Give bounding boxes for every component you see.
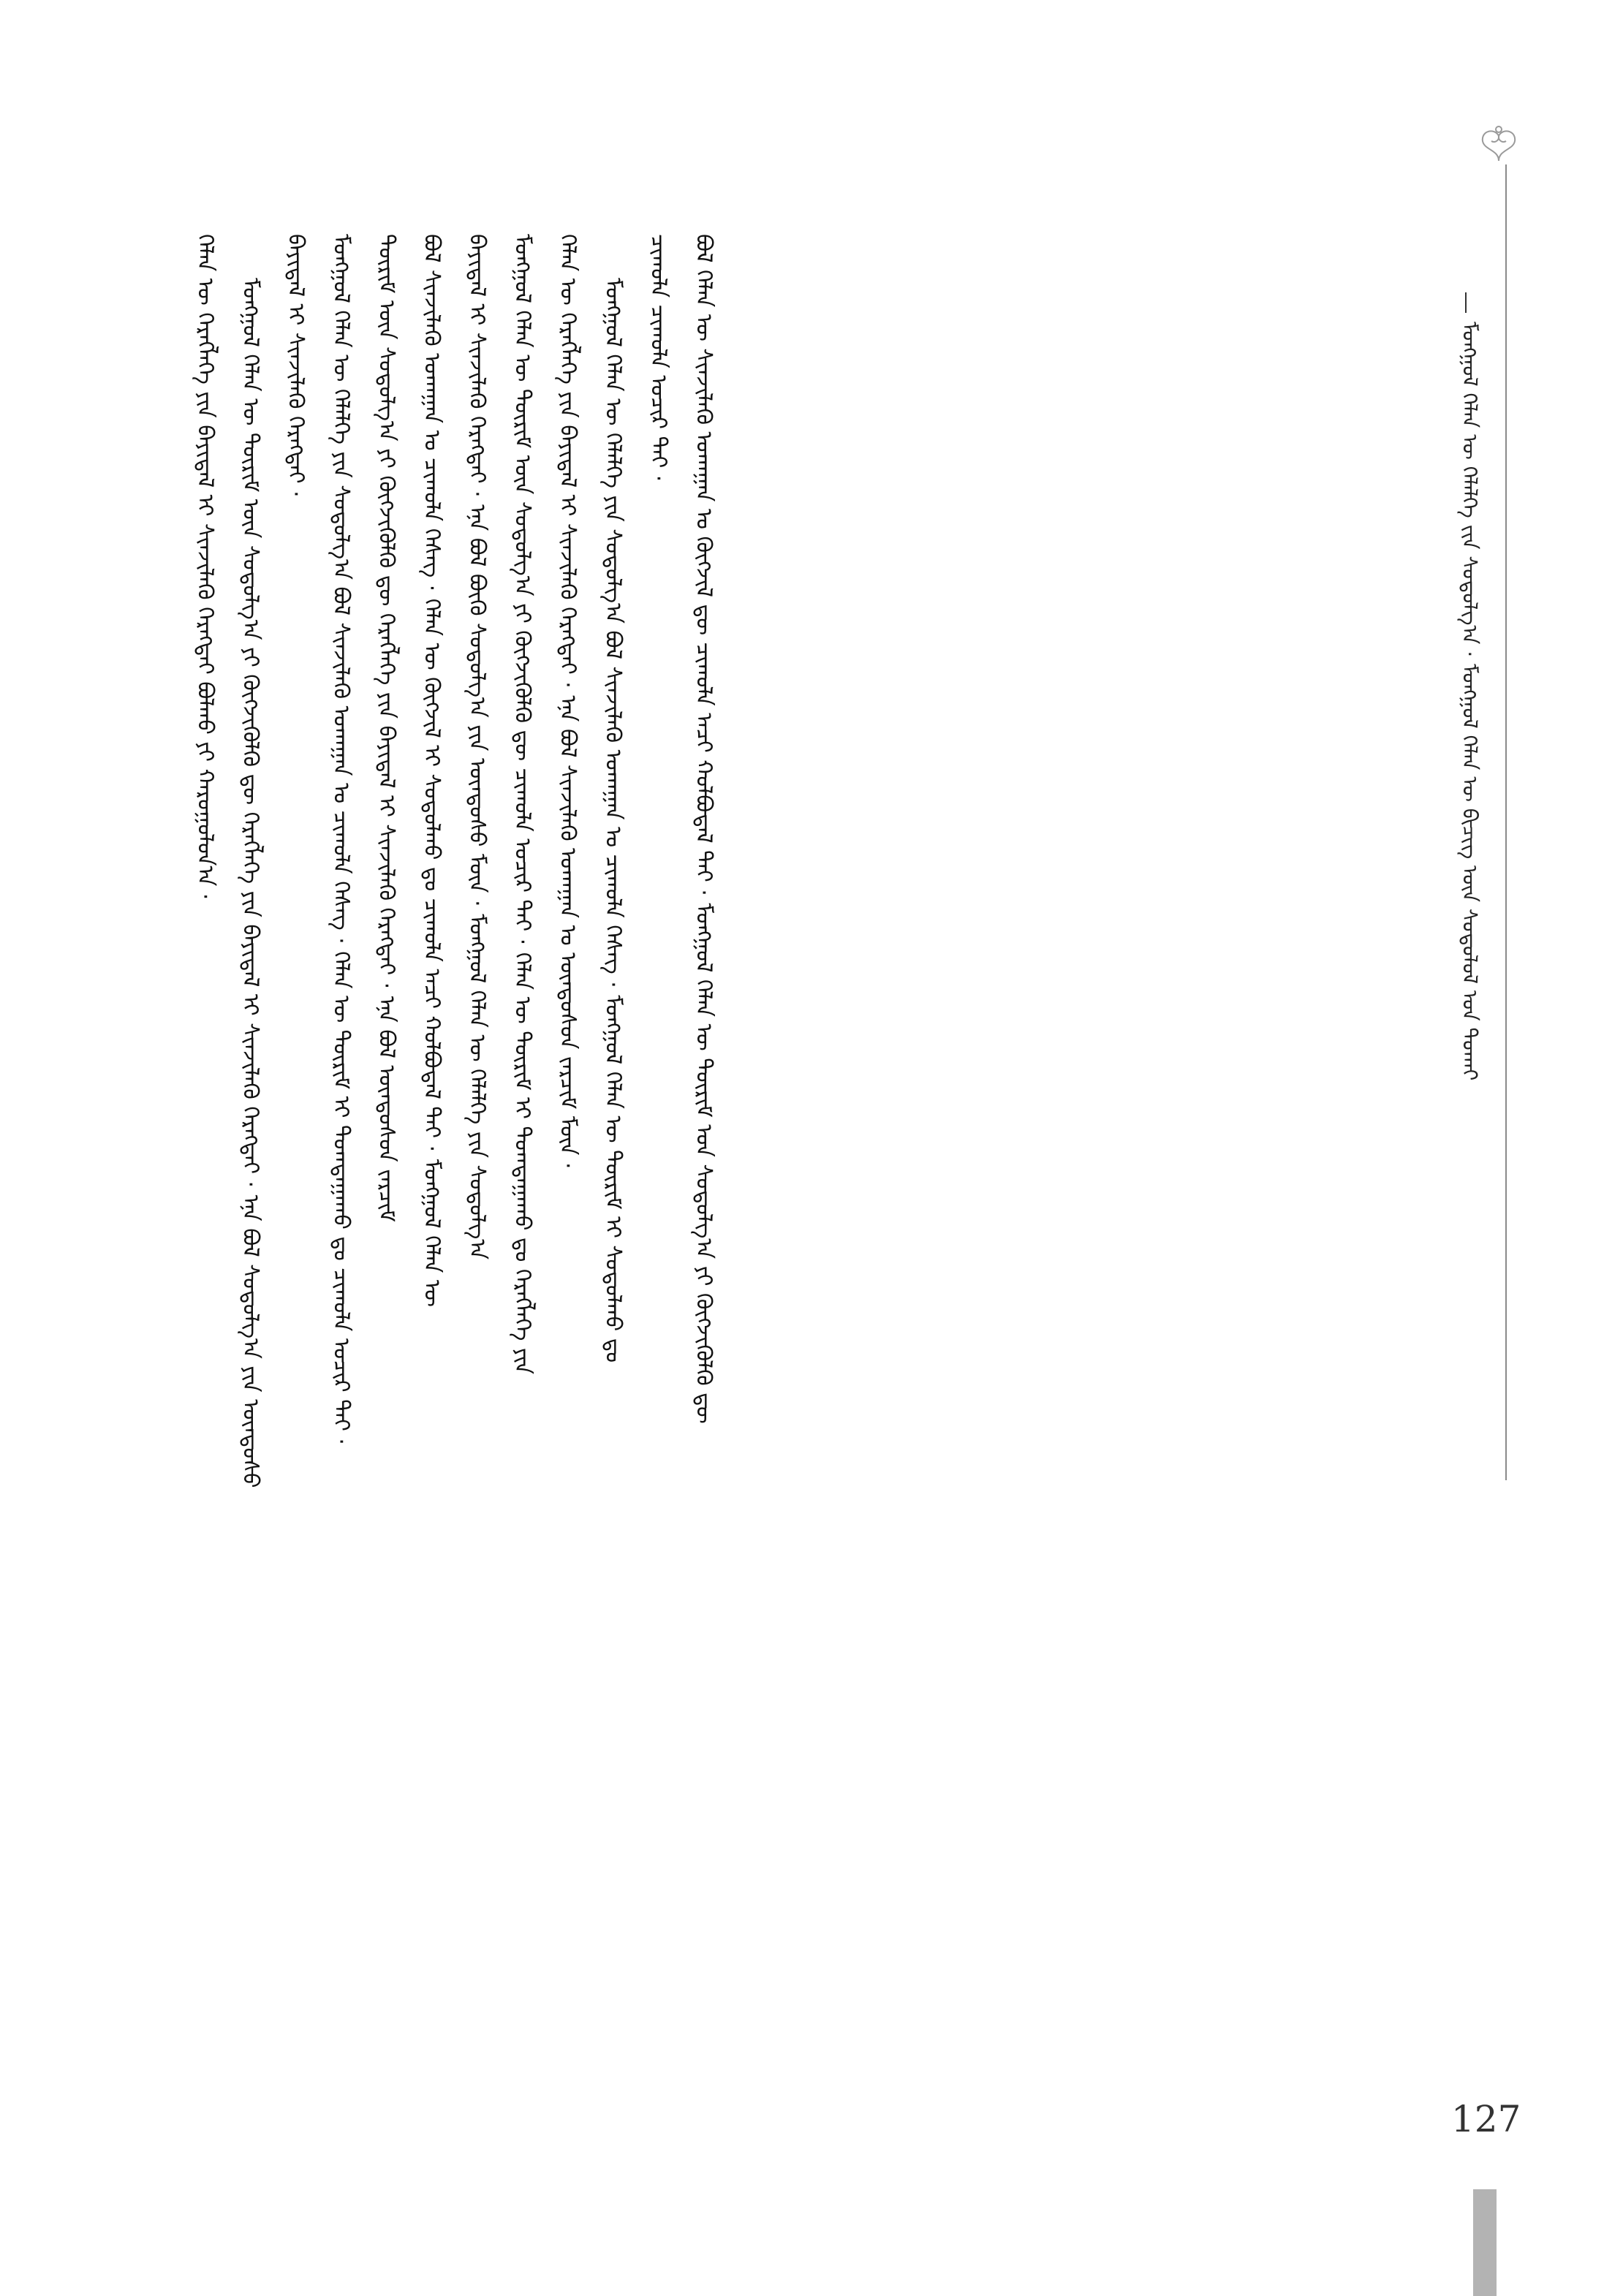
text-column: ᠪᠠᠶᠢᠳᠠᠯ ᠢ ᠰᠢᠨᠵᠢᠯᠡᠬᠦ ᠬᠡᠷᠡᠭᠲᠡᠢ · (283, 234, 309, 498)
text-column: ᠬᠡᠯᠡᠨ ᠦ ᠬᠡᠷᠡᠭᠯᠡᠭᠡ ᠶᠢᠨ ᠪᠠᠶᠢᠳᠠᠯ ᠢ ᠰᠢᠨᠵᠢᠯᠡᠬᠦ ᠬᠡᠷᠡᠭᠲᠡᠢ ᠪᠣᠯᠬᠤ ᠶᠢ ᠬᠠᠷᠤᠭᠤᠯᠤᠨ᠎ᠠ · (192, 234, 218, 901)
text-column: ᠮᠣᠩᠭᠣᠯ ᠬᠡᠯᠡᠨ ᠦ ᠬᠡᠯᠡᠯᠭᠡ ᠶᠢᠨ ᠰᠤᠳᠤᠯᠭ᠎ᠠ ᠪᠣᠯ ᠰᠢᠨᠵᠢᠯᠡᠬᠦ ᠤᠬᠠᠭᠠᠨ ᠤ ᠴᠢᠬᠤᠯᠠ ᠬᠡᠰᠡᠭ · ᠮᠣᠩᠭᠣᠯ ᠬᠡᠯᠡᠨ ᠦ ᠳᠦᠷᠢᠮ ᠢ ᠰᠤᠳᠤᠯᠬᠤ ᠳᠤ (600, 278, 626, 1363)
text-column: ᠮᠣᠩᠭᠣᠯ ᠬᠡᠯᠡᠨ ᠦ ᠳᠦᠷᠢᠮ ᠦᠨ ᠰᠤᠳᠤᠯᠭ᠎ᠠ ᠶᠢ ᠬᠥᠭᠵᠢᠭᠦᠯᠬᠦ ᠳᠦ ᠴᠢᠬᠤᠯᠠ ᠤᠴᠢᠷ ᠲᠠᠢ · ᠬᠡᠯᠡᠨ ᠦ ᠳᠦᠷᠢᠮ ᠢ ᠲᠣᠭᠲᠠᠭᠠᠬᠤ ᠳᠤ ᠬᠡᠷᠡᠭᠯᠡᠭᠡ ᠶᠢᠨ (510, 234, 535, 1375)
text-column: ᠪᠠᠶᠢᠳᠠᠯ ᠢ ᠰᠢᠨᠵᠢᠯᠡᠬᠦ ᠬᠡᠷᠡᠭᠲᠡᠢ · ᠡᠨᠡ ᠪᠣᠯ ᠪᠦᠬᠦ ᠰᠤᠳᠤᠯᠭ᠎ᠠ ᠶᠢᠨ ᠦᠨᠳᠦᠰᠦ ᠮᠥᠨ · ᠮᠣᠩᠭᠣᠯ ᠬᠡᠯᠡᠨ ᠦ ᠬᠡᠯᠡᠯᠭᠡ ᠶᠢᠨ ᠰᠤᠳᠤᠯᠭ᠎ᠠ (464, 234, 490, 1260)
header-dash (1465, 292, 1467, 313)
page-number: 127 (1451, 2098, 1521, 2140)
text-column: ᠪᠣᠯ ᠰᠢᠨᠵᠢᠯᠡᠬᠦ ᠤᠬᠠᠭᠠᠨ ᠤ ᠴᠢᠬᠤᠯᠠ ᠬᠡᠰᠡᠭ · ᠬᠡᠯᠡᠨ ᠦ ᠬᠥᠭᠵᠢᠯ ᠢ ᠰᠤᠳᠤᠯᠬᠤ ᠳᠤ ᠴᠢᠬᠤᠯᠠ ᠠᠴᠢ ᠬᠣᠯᠪᠣᠳᠠᠯ ᠲᠠᠢ · ᠮᠣᠩᠭᠣᠯ ᠬᠡᠯᠡᠨ ᠦ (419, 234, 444, 1307)
ornament-flourish-icon (1469, 121, 1528, 164)
text-column: ᠪᠣᠯ ᠬᠡᠯᠡᠨ ᠦ ᠰᠢᠨᠵᠢᠯᠡᠬᠦ ᠤᠬᠠᠭᠠᠨ ᠤ ᠬᠥᠭᠵᠢᠯ ᠳᠦ ᠴᠢᠬᠤᠯᠠ ᠠᠴᠢ ᠬᠣᠯᠪᠣᠳᠠᠯ ᠲᠠᠢ · ᠮᠣᠩᠭᠣᠯ ᠬᠡᠯᠡᠨ ᠦ ᠳᠦᠷᠢᠮ ᠤᠨ ᠰᠤᠳᠤᠯᠭ᠎ᠠ ᠶᠢ ᠬᠥᠭᠵᠢᠭᠦᠯᠬᠦ ᠳᠦ (691, 234, 716, 1424)
text-column: ᠮᠣᠩᠭᠣᠯ ᠬᠡᠯᠡᠨ ᠦ ᠬᠡᠯᠡᠯᠭᠡ ᠶᠢᠨ ᠰᠤᠳᠤᠯᠭ᠎ᠠ ᠪᠣᠯ ᠰᠢᠨᠵᠢᠯᠡᠬᠦ ᠤᠬᠠᠭᠠᠨ ᠤ ᠴᠢᠬᠤᠯᠠ ᠬᠡᠰᠡᠭ · ᠬᠡᠯᠡᠨ ᠦ ᠳᠦᠷᠢᠮ ᠢ ᠲᠣᠭᠲᠠᠭᠠᠬᠤ ᠳᠤ ᠴᠢᠬᠤᠯᠠ ᠤᠴᠢᠷ ᠲᠠᠢ · (328, 234, 354, 1445)
body-text (183, 234, 1367, 1974)
text-column: ᠬᠡᠯᠡᠨ ᠦ ᠬᠡᠷᠡᠭᠯᠡᠭᠡ ᠶᠢᠨ ᠪᠠᠶᠢᠳᠠᠯ ᠢ ᠰᠢᠨᠵᠢᠯᠡᠬᠦ ᠬᠡᠷᠡᠭᠲᠡᠢ · ᠡᠨᠡ ᠪᠣᠯ ᠰᠢᠨᠵᠢᠯᠡᠬᠦ ᠤᠬᠠᠭᠠᠨ ᠤ ᠦᠨᠳᠦᠰᠦᠨ ᠵᠠᠷᠴᠢᠮ ᠮᠥᠨ · (555, 234, 580, 1170)
text-column: ᠮᠣᠩᠭᠣᠯ ᠬᠡᠯᠡᠨ ᠦ ᠳᠦᠷᠢᠮ ᠦᠨ ᠰᠤᠳᠤᠯᠭ᠎ᠠ ᠶᠢ ᠬᠥᠭᠵᠢᠭᠦᠯᠬᠦ ᠳᠦ ᠬᠡᠷᠡᠭᠯᠡᠭᠡ ᠶᠢᠨ ᠪᠠᠶᠢᠳᠠᠯ ᠢ ᠰᠢᠨᠵᠢᠯᠡᠬᠦ ᠬᠡᠷᠡᠭᠲᠡᠢ · ᠡᠨᠡ ᠪᠣᠯ ᠰᠤᠳᠤᠯᠭ᠎ᠠ ᠶᠢᠨ ᠦᠨᠳᠦᠰᠦ (238, 278, 263, 1488)
running-header: ᠮᠣᠩᠭᠣᠯ ᠬᠡᠯᠡᠨ ᠦ ᠬᠡᠯᠡᠯᠭᠡ ᠵᠢᠨ ᠰᠣᠳᠤᠯᠭ᠎ᠠ · ᠮᠣᠩᠭᠣᠯ ᠬᠡᠯᠡᠨ ᠦ ᠪᠢᠴᠢᠭ ᠦᠨ ᠰᠤᠳᠤᠯᠤᠯ ᠤᠨ ᠲᠤᠬᠠᠢ (1458, 322, 1482, 1081)
text-column: ᠴᠢᠬᠤᠯᠠ ᠴᠢᠬᠤᠯᠠ ᠤᠴᠢᠷ ᠲᠠᠢ · (646, 234, 671, 482)
page-edge-tab (1473, 2189, 1497, 2296)
header-rule (1505, 164, 1507, 1480)
text-column: ᠳᠦᠷᠢᠮ ᠦᠨ ᠰᠤᠳᠤᠯᠭ᠎ᠠ ᠶᠢ ᠬᠥᠭᠵᠢᠭᠦᠯᠬᠦ ᠳᠦ ᠬᠡᠷᠡᠭᠯᠡᠭᠡ ᠶᠢᠨ ᠪᠠᠶᠢᠳᠠᠯ ᠢ ᠰᠢᠨᠵᠢᠯᠡᠬᠦ ᠬᠡᠷᠡᠭᠲᠡᠢ · ᠡᠨᠡ ᠪᠣᠯ ᠦᠨᠳᠦᠰᠦᠨ ᠵᠠᠷᠴᠢᠮ (374, 234, 399, 1222)
